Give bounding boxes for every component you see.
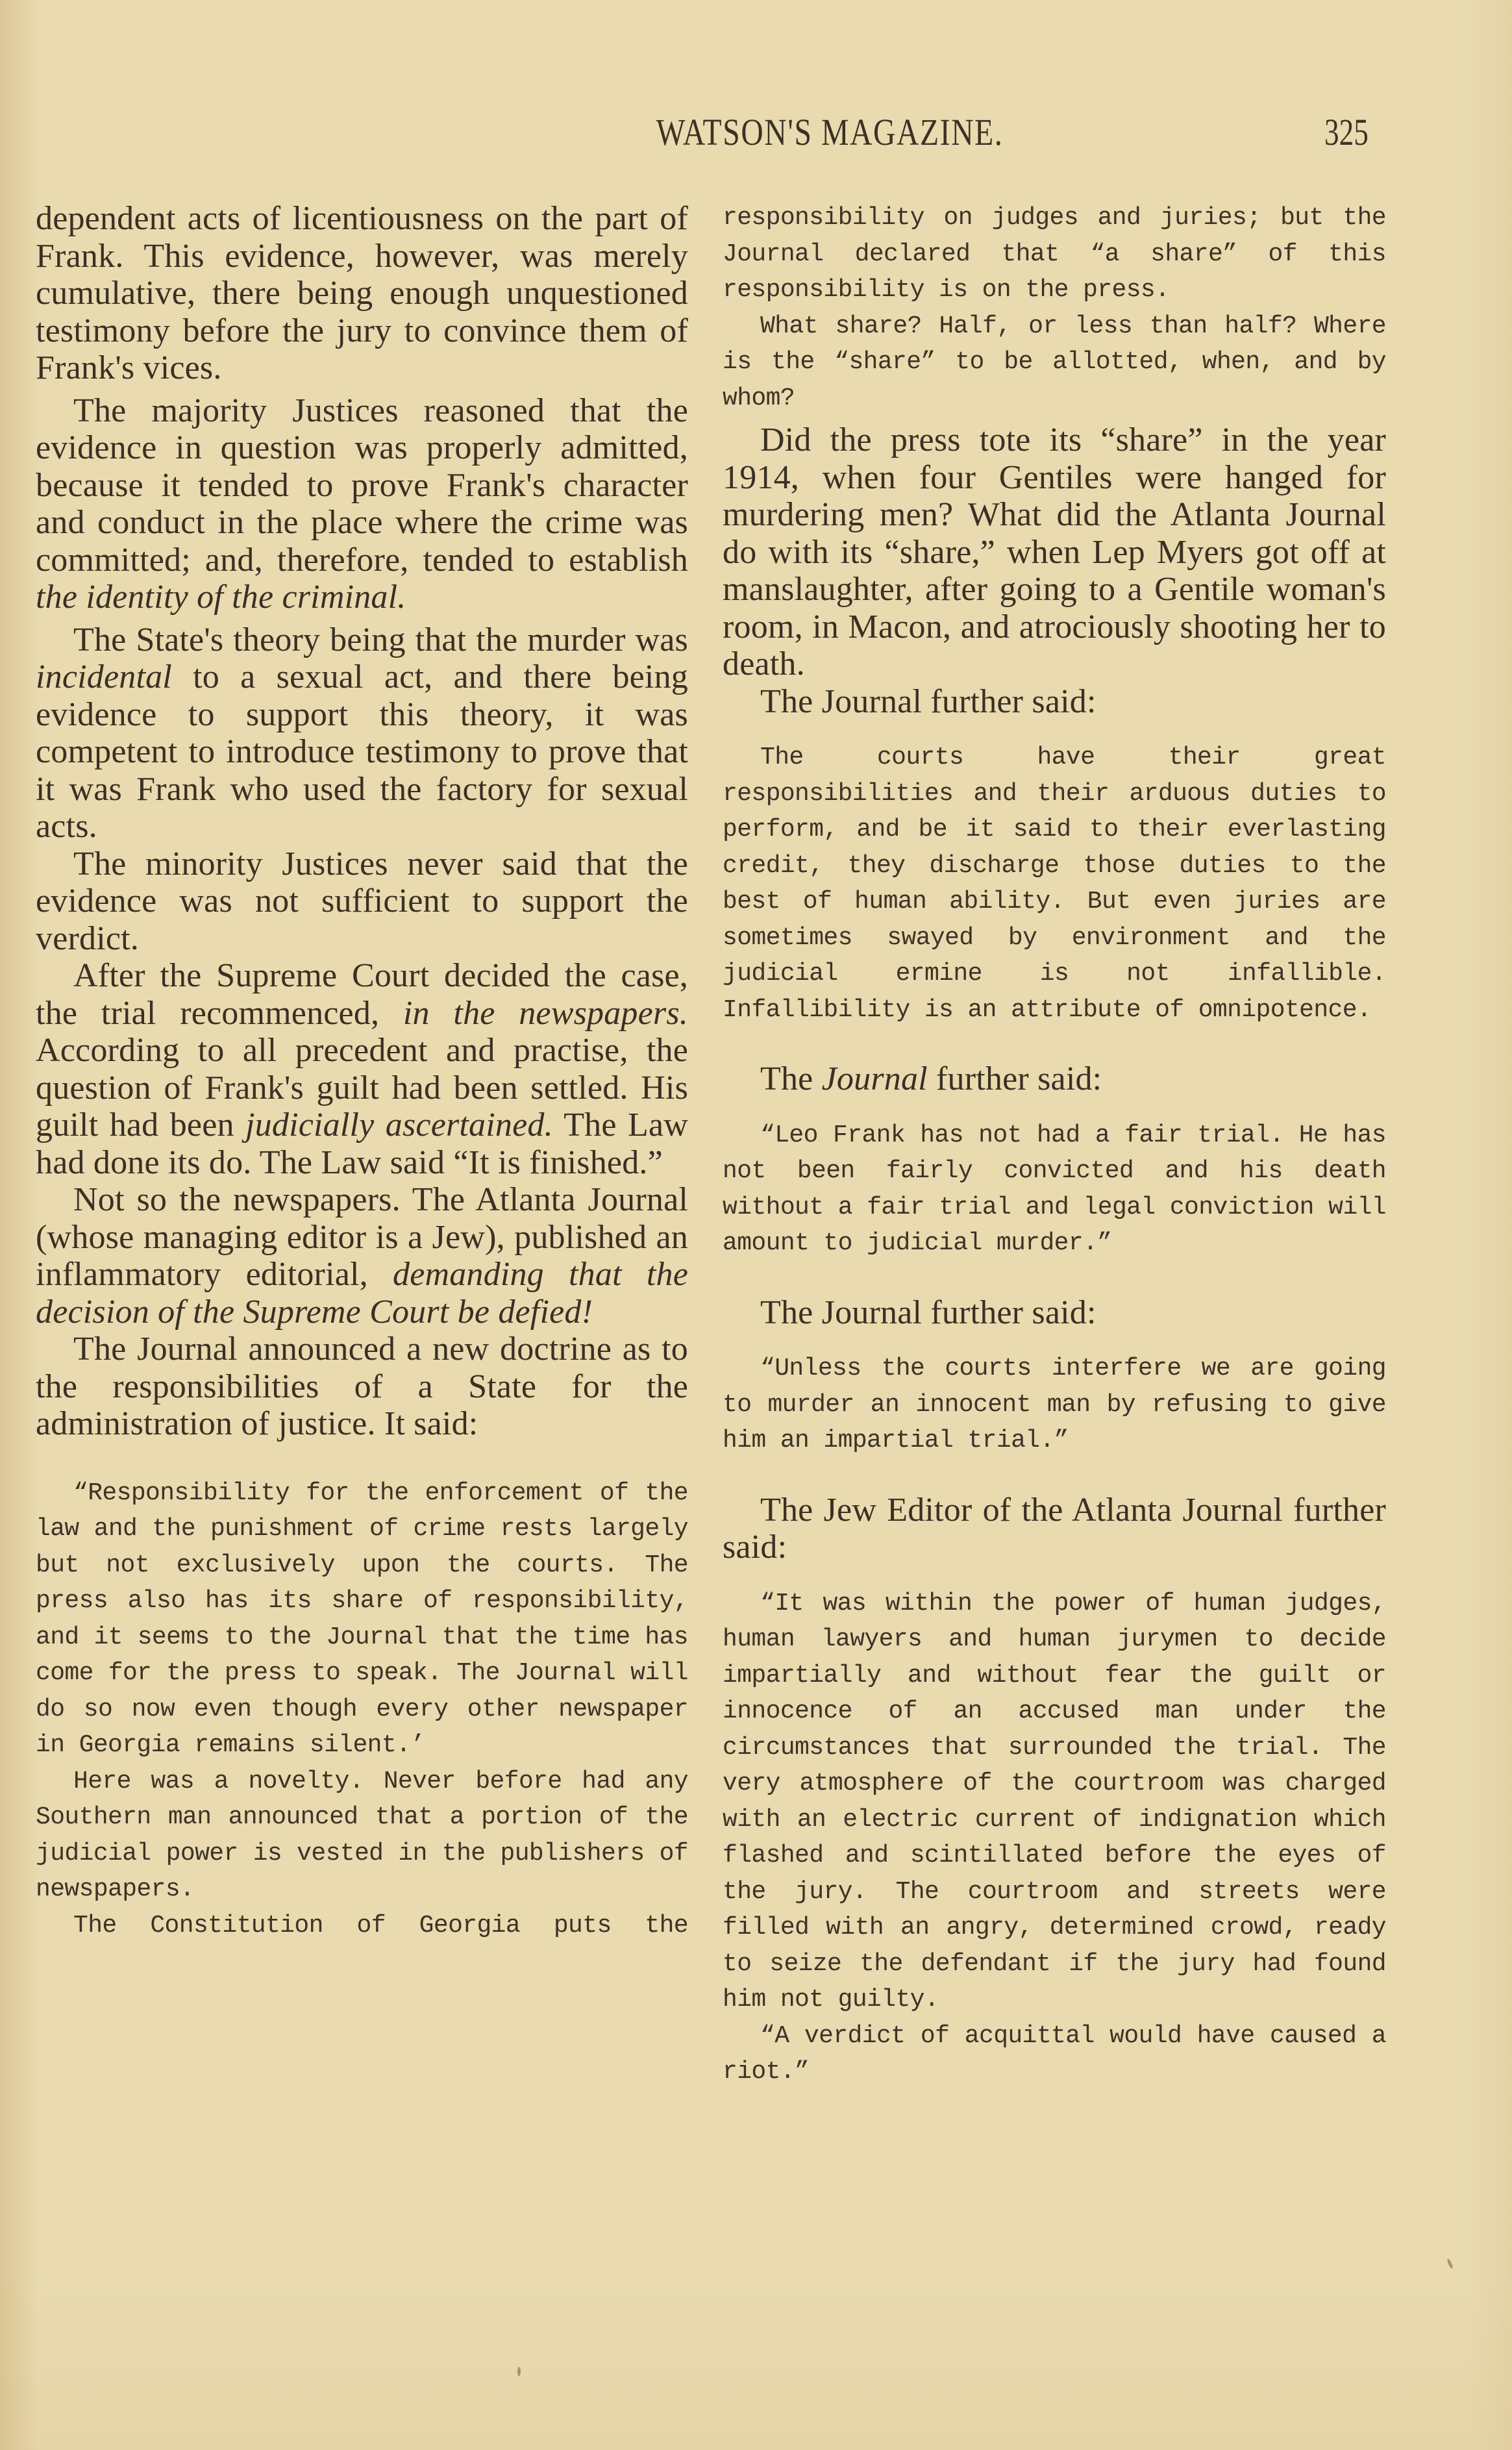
block-quote: “Unless the courts interfere we are going to murder an innocent man by refusing to give him an impartial trial.”: [723, 1355, 1386, 1455]
paragraph: [36, 621, 688, 845]
right-column: [723, 200, 1386, 2090]
paragraph: dependent acts of licentiousness on the part of Frank. This evidence, however, was merely cumulative, there being enough unquestioned testimony before the jury to convince them of Frank's vices.: [36, 200, 688, 386]
left-column: [36, 200, 688, 1944]
block-quote: “Leo Frank has not had a fair trial. He has not been fairly convicted and his death without a fair trial and legal conviction will amount to judicial murder.”: [723, 1121, 1386, 1257]
text-run: The Law had done its do. The Law said “It is finished.”: [36, 1106, 688, 1181]
italic-text: the identity of the criminal.: [36, 579, 406, 616]
paragraph: Here was a novelty. Never before had any Southern man announced that a portion of the judicial power is vested in the publishers of newspapers.: [36, 1767, 688, 1903]
paragraph: responsibility on judges and juries; but the Journal declared that “a share” of this responsibility is on the press.: [723, 204, 1386, 304]
paragraph: The Constitution of Georgia puts the: [73, 1911, 688, 1940]
paragraph: [36, 392, 688, 616]
block-quote: “A verdict of acquittal would have caused a riot.”: [723, 2021, 1386, 2086]
paragraph: Did the press tote its “share” in the year 1914, when four Gentiles were hanged for murdering men? What did the Atlanta Journal do with its “share,” when Lep Myers got off at manslaughter, after going to a Gentile woman's room, in Macon, and atrociously shooting her to death.: [723, 421, 1386, 682]
block-quote: The courts have their great responsibilities and their arduous duties to perform, and be it said to their everlasting credit, they discharge those duties to the best of human ability. But even juries are sometimes swayed by environment and the judicial ermine is not infallible. Infallibility is an attribute of omnipotence.: [723, 744, 1386, 1024]
italic-text: judicially ascertained.: [245, 1106, 553, 1144]
text-run: The majority Justices reasoned that the evidence in question was properly admitted, because it tended to prove Frank's character and conduct in the place where the crime was committed; and, therefore, tended to establish: [36, 392, 688, 579]
paragraph: What share? Half, or less than half? Where is the “share” to be allotted, when, and by whom?: [723, 312, 1386, 412]
running-title: WATSON'S MAGAZINE.: [656, 111, 1004, 153]
paragraph: [36, 957, 688, 1181]
ink-speck: [517, 2367, 521, 2376]
paragraph: [36, 1181, 688, 1331]
page-number: 325: [1324, 111, 1369, 153]
block-quote: “Responsibility for the enforcement of the law and the punishment of crime rests largely but not exclusively upon the courts. The press also has its share of responsibility, and it seems to the Journal that the time has come for the press to speak. The Journal will do so now even though every other newspaper in Georgia remains silent.’: [36, 1479, 688, 1759]
italic-text: Journal: [821, 1060, 928, 1097]
text-run: further said:: [927, 1060, 1102, 1097]
block-quote: “It was within the power of human judges, human lawyers and human jurymen to decide impartially and without fear the guilt or innocence of an accused man under the circumstances that surrounded the trial. The very atmosphere of the courtroom was charged with an electric current of indignation which flashed and scintillated before the eyes of the jury. The courtroom and streets were filled with an angry, determined crowd, ready to seize the defendant if the jury had found him not guilty.: [723, 1589, 1386, 2014]
ink-speck: [1446, 2258, 1454, 2269]
paragraph: The Journal further said:: [760, 1294, 1097, 1331]
italic-text: incidental: [36, 658, 172, 695]
text-run: Not so the newspapers. The Atlanta Journal (whose managing editor is a Jew), published an inflammatory editorial,: [36, 1181, 688, 1293]
text-run: The State's theory being that the murder was: [73, 621, 688, 658]
paragraph: The minority Justices never said that the evidence was not sufficient to support the verdict.: [36, 845, 688, 957]
italic-text: demanding that the decision of the Supreme Court be defied!: [36, 1256, 688, 1331]
text-run: to a sexual act, and there being evidence to support this theory, it was competent to introduce testimony to prove that it was Frank who used the factory for sexual acts.: [36, 658, 688, 845]
paragraph: The Jew Editor of the Atlanta Journal further said:: [723, 1491, 1386, 1566]
text-run: According to all precedent and practise, the question of Frank's guilt had been settled. His guilt had been: [36, 1032, 688, 1144]
text-run: After the Supreme Court decided the case, the trial recommenced,: [36, 957, 688, 1032]
paragraph: [723, 1060, 1386, 1098]
paragraph: The Journal further said:: [760, 682, 1097, 720]
italic-text: in the newspapers.: [403, 994, 688, 1032]
running-head: [0, 110, 1512, 162]
paragraph: The Journal announced a new doctrine as to the responsibilities of a State for the administration of justice. It said:: [36, 1331, 688, 1442]
text-run: The: [760, 1060, 822, 1097]
